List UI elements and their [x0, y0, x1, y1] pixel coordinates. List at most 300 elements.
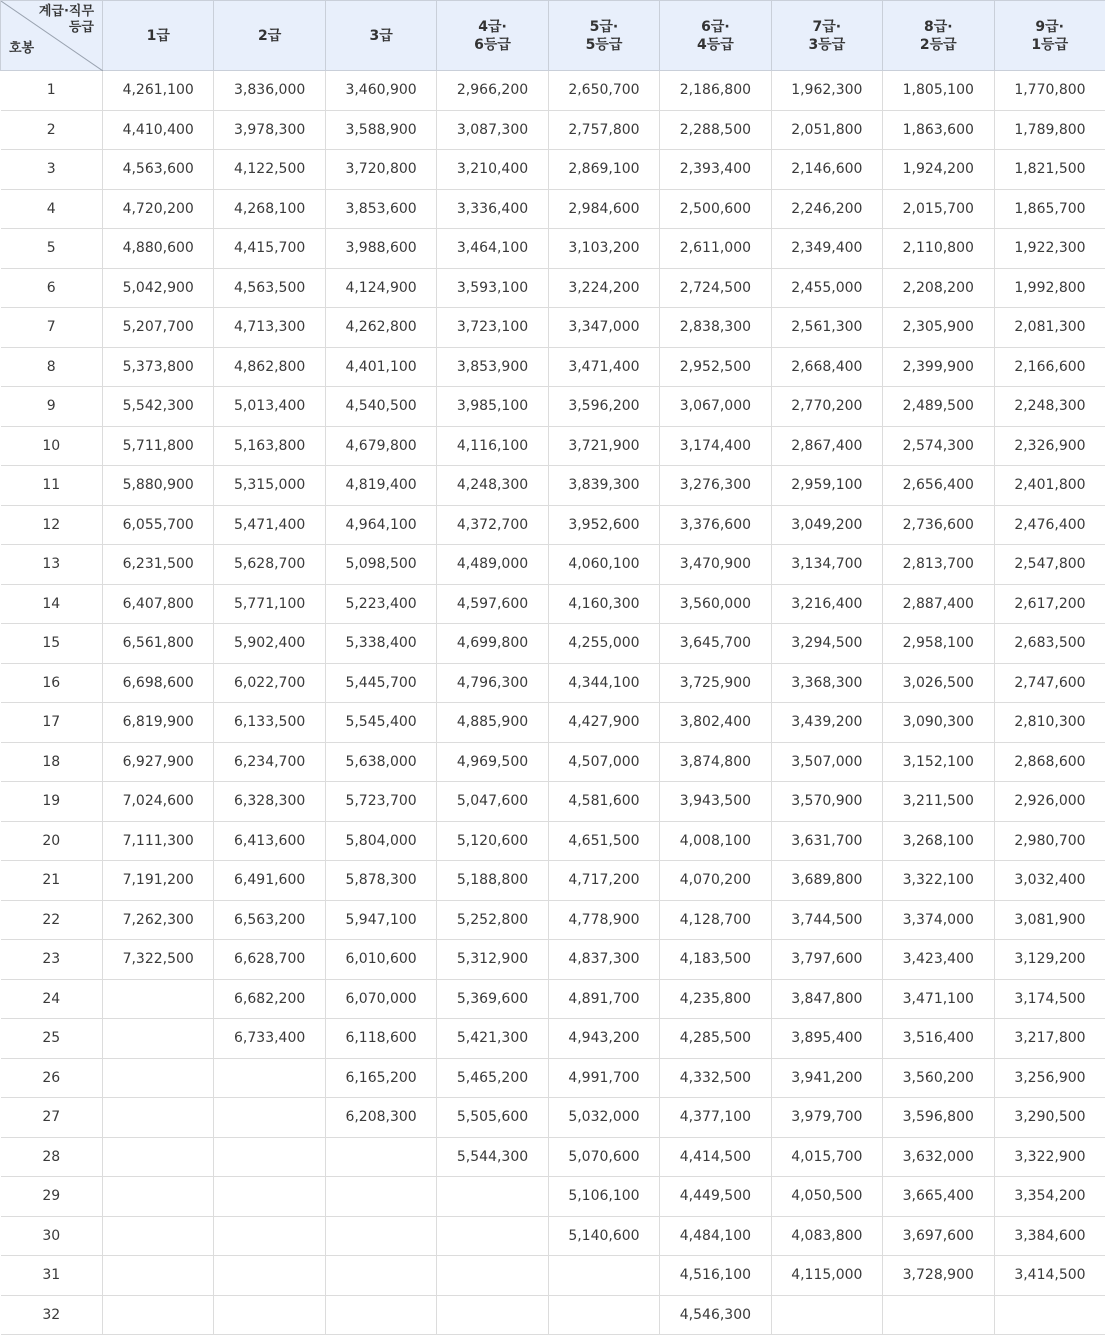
- step-cell: 8: [1, 347, 103, 387]
- salary-cell: 7,191,200: [103, 861, 214, 901]
- column-header: [103, 1, 214, 71]
- salary-cell: 6,010,600: [325, 940, 436, 980]
- corner-top-line2: 등급: [39, 20, 94, 36]
- salary-cell: 3,414,500: [994, 1256, 1105, 1296]
- column-header: [660, 1, 771, 71]
- salary-cell: [771, 1295, 882, 1335]
- salary-cell: 3,802,400: [660, 703, 771, 743]
- salary-cell: 2,146,600: [771, 150, 882, 190]
- salary-cell: [883, 1295, 994, 1335]
- salary-cell: 5,032,000: [548, 1098, 659, 1138]
- column-header: [325, 1, 436, 71]
- salary-cell: [214, 1098, 325, 1138]
- salary-cell: 3,290,500: [994, 1098, 1105, 1138]
- salary-cell: 3,697,600: [883, 1216, 994, 1256]
- corner-top-label: [39, 4, 94, 36]
- salary-cell: 4,778,900: [548, 900, 659, 940]
- salary-cell: 5,098,500: [325, 545, 436, 585]
- salary-cell: 3,836,000: [214, 71, 325, 111]
- salary-cell: 2,500,600: [660, 189, 771, 229]
- table-row: [1, 900, 1105, 940]
- salary-cell: 1,805,100: [883, 71, 994, 111]
- column-header: [437, 1, 548, 71]
- salary-cell: 3,853,900: [437, 347, 548, 387]
- salary-cell: 3,570,900: [771, 782, 882, 822]
- salary-cell: 3,979,700: [771, 1098, 882, 1138]
- step-cell: 9: [1, 387, 103, 427]
- salary-cell: 3,853,600: [325, 189, 436, 229]
- salary-cell: 3,978,300: [214, 110, 325, 150]
- salary-cell: 5,947,100: [325, 900, 436, 940]
- salary-cell: 5,140,600: [548, 1216, 659, 1256]
- salary-cell: [103, 1098, 214, 1138]
- salary-cell: 5,120,600: [437, 821, 548, 861]
- column-header-line: 1등급: [995, 36, 1105, 54]
- table-row: [1, 742, 1105, 782]
- salary-cell: 1,922,300: [994, 229, 1105, 269]
- salary-cell: 5,545,400: [325, 703, 436, 743]
- salary-cell: 6,070,000: [325, 979, 436, 1019]
- column-header-line: 2급: [214, 27, 324, 45]
- salary-cell: 4,344,100: [548, 663, 659, 703]
- salary-cell: 7,024,600: [103, 782, 214, 822]
- salary-cell: 3,081,900: [994, 900, 1105, 940]
- salary-cell: 3,943,500: [660, 782, 771, 822]
- step-cell: 6: [1, 268, 103, 308]
- corner-header: [1, 1, 103, 71]
- salary-cell: 3,645,700: [660, 624, 771, 664]
- step-cell: 10: [1, 426, 103, 466]
- salary-cell: 1,924,200: [883, 150, 994, 190]
- salary-cell: 4,083,800: [771, 1216, 882, 1256]
- salary-cell: 2,810,300: [994, 703, 1105, 743]
- step-cell: 1: [1, 71, 103, 111]
- salary-cell: 3,941,200: [771, 1058, 882, 1098]
- step-cell: 2: [1, 110, 103, 150]
- salary-cell: 5,338,400: [325, 624, 436, 664]
- table-row: [1, 545, 1105, 585]
- salary-cell: 2,952,500: [660, 347, 771, 387]
- table-row: [1, 466, 1105, 506]
- salary-cell: 4,183,500: [660, 940, 771, 980]
- salary-cell: 2,868,600: [994, 742, 1105, 782]
- salary-cell: 4,943,200: [548, 1019, 659, 1059]
- salary-cell: 3,464,100: [437, 229, 548, 269]
- salary-cell: 3,268,100: [883, 821, 994, 861]
- salary-cell: 6,628,700: [214, 940, 325, 980]
- salary-cell: 3,460,900: [325, 71, 436, 111]
- step-cell: 7: [1, 308, 103, 348]
- salary-cell: 5,163,800: [214, 426, 325, 466]
- step-cell: 28: [1, 1137, 103, 1177]
- table-row: [1, 426, 1105, 466]
- salary-cell: 3,217,800: [994, 1019, 1105, 1059]
- salary-cell: 5,804,000: [325, 821, 436, 861]
- salary-cell: 6,491,600: [214, 861, 325, 901]
- salary-cell: 3,596,800: [883, 1098, 994, 1138]
- column-header-line: 7급·: [772, 18, 882, 36]
- salary-cell: 4,160,300: [548, 584, 659, 624]
- salary-cell: 6,698,600: [103, 663, 214, 703]
- column-header-line: 8급·: [883, 18, 993, 36]
- step-cell: 18: [1, 742, 103, 782]
- salary-cell: 3,322,100: [883, 861, 994, 901]
- salary-cell: 2,561,300: [771, 308, 882, 348]
- step-cell: 31: [1, 1256, 103, 1296]
- step-cell: 27: [1, 1098, 103, 1138]
- salary-cell: 2,110,800: [883, 229, 994, 269]
- salary-cell: 3,470,900: [660, 545, 771, 585]
- salary-cell: 4,546,300: [660, 1295, 771, 1335]
- salary-cell: 3,689,800: [771, 861, 882, 901]
- table-row: [1, 821, 1105, 861]
- salary-cell: 1,789,800: [994, 110, 1105, 150]
- salary-cell: 4,262,800: [325, 308, 436, 348]
- salary-cell: 3,723,100: [437, 308, 548, 348]
- corner-bottom-label: 호봉: [9, 40, 34, 58]
- salary-cell: 4,261,100: [103, 71, 214, 111]
- salary-cell: 5,315,000: [214, 466, 325, 506]
- salary-cell: 3,895,400: [771, 1019, 882, 1059]
- salary-cell: 3,336,400: [437, 189, 548, 229]
- salary-cell: 3,294,500: [771, 624, 882, 664]
- column-header: [548, 1, 659, 71]
- table-row: [1, 624, 1105, 664]
- salary-cell: 4,720,200: [103, 189, 214, 229]
- salary-cell: 4,891,700: [548, 979, 659, 1019]
- salary-cell: [103, 1256, 214, 1296]
- table-row: [1, 387, 1105, 427]
- column-header-line: 4등급: [660, 36, 770, 54]
- salary-cell: 1,962,300: [771, 71, 882, 111]
- corner-top-line1: 계급·직무: [39, 4, 94, 20]
- salary-cell: [103, 1058, 214, 1098]
- salary-cell: 3,368,300: [771, 663, 882, 703]
- salary-cell: 5,880,900: [103, 466, 214, 506]
- salary-cell: 4,717,200: [548, 861, 659, 901]
- salary-cell: 3,588,900: [325, 110, 436, 150]
- salary-cell: 2,668,400: [771, 347, 882, 387]
- salary-cell: 5,505,600: [437, 1098, 548, 1138]
- column-header-line: 6등급: [437, 36, 547, 54]
- table-row: [1, 189, 1105, 229]
- salary-cell: [325, 1216, 436, 1256]
- salary-cell: 6,022,700: [214, 663, 325, 703]
- salary-cell: 5,542,300: [103, 387, 214, 427]
- salary-cell: 3,374,000: [883, 900, 994, 940]
- salary-cell: 2,081,300: [994, 308, 1105, 348]
- salary-cell: 4,401,100: [325, 347, 436, 387]
- salary-cell: [214, 1295, 325, 1335]
- salary-cell: 3,596,200: [548, 387, 659, 427]
- salary-cell: 5,047,600: [437, 782, 548, 822]
- salary-cell: 5,207,700: [103, 308, 214, 348]
- salary-cell: 5,544,300: [437, 1137, 548, 1177]
- salary-cell: 3,631,700: [771, 821, 882, 861]
- salary-cell: 3,423,400: [883, 940, 994, 980]
- salary-cell: 2,547,800: [994, 545, 1105, 585]
- step-cell: 12: [1, 505, 103, 545]
- column-header-line: 3등급: [772, 36, 882, 54]
- salary-cell: [548, 1256, 659, 1296]
- salary-cell: 5,042,900: [103, 268, 214, 308]
- salary-cell: [325, 1177, 436, 1217]
- salary-cell: 2,489,500: [883, 387, 994, 427]
- table-row: [1, 308, 1105, 348]
- salary-cell: 3,797,600: [771, 940, 882, 980]
- salary-cell: [437, 1177, 548, 1217]
- column-header: [883, 1, 994, 71]
- salary-cell: 4,124,900: [325, 268, 436, 308]
- salary-cell: 4,372,700: [437, 505, 548, 545]
- salary-cell: 3,665,400: [883, 1177, 994, 1217]
- step-cell: 22: [1, 900, 103, 940]
- salary-cell: 2,455,000: [771, 268, 882, 308]
- salary-cell: 3,632,000: [883, 1137, 994, 1177]
- salary-cell: 5,711,800: [103, 426, 214, 466]
- salary-cell: 4,449,500: [660, 1177, 771, 1217]
- salary-cell: 4,015,700: [771, 1137, 882, 1177]
- step-cell: 14: [1, 584, 103, 624]
- salary-cell: 3,988,600: [325, 229, 436, 269]
- salary-cell: 3,725,900: [660, 663, 771, 703]
- salary-cell: 2,305,900: [883, 308, 994, 348]
- salary-cell: [325, 1256, 436, 1296]
- salary-cell: 5,421,300: [437, 1019, 548, 1059]
- salary-cell: 5,312,900: [437, 940, 548, 980]
- salary-cell: 4,679,800: [325, 426, 436, 466]
- salary-cell: 4,122,500: [214, 150, 325, 190]
- salary-cell: 5,369,600: [437, 979, 548, 1019]
- salary-cell: 3,067,000: [660, 387, 771, 427]
- salary-cell: 3,952,600: [548, 505, 659, 545]
- salary-cell: 4,414,500: [660, 1137, 771, 1177]
- salary-cell: 2,736,600: [883, 505, 994, 545]
- salary-cell: 4,115,000: [771, 1256, 882, 1296]
- salary-cell: 4,964,100: [325, 505, 436, 545]
- salary-cell: 2,611,000: [660, 229, 771, 269]
- salary-cell: 6,563,200: [214, 900, 325, 940]
- salary-cell: 4,285,500: [660, 1019, 771, 1059]
- salary-cell: 4,651,500: [548, 821, 659, 861]
- table-row: [1, 663, 1105, 703]
- salary-cell: 3,347,000: [548, 308, 659, 348]
- salary-cell: [548, 1295, 659, 1335]
- table-row: [1, 1058, 1105, 1098]
- salary-cell: 3,728,900: [883, 1256, 994, 1296]
- salary-cell: 2,476,400: [994, 505, 1105, 545]
- salary-cell: 4,699,800: [437, 624, 548, 664]
- salary-cell: 3,384,600: [994, 1216, 1105, 1256]
- salary-cell: 4,377,100: [660, 1098, 771, 1138]
- salary-cell: 4,885,900: [437, 703, 548, 743]
- salary-cell: 7,262,300: [103, 900, 214, 940]
- salary-cell: 4,484,100: [660, 1216, 771, 1256]
- salary-cell: 6,733,400: [214, 1019, 325, 1059]
- salary-cell: 6,413,600: [214, 821, 325, 861]
- salary-cell: 3,103,200: [548, 229, 659, 269]
- salary-cell: 5,878,300: [325, 861, 436, 901]
- salary-cell: 3,256,900: [994, 1058, 1105, 1098]
- salary-cell: 3,560,000: [660, 584, 771, 624]
- salary-cell: 2,770,200: [771, 387, 882, 427]
- table-row: [1, 110, 1105, 150]
- salary-cell: 7,322,500: [103, 940, 214, 980]
- column-header: [994, 1, 1105, 71]
- table-row: [1, 1019, 1105, 1059]
- salary-cell: 6,165,200: [325, 1058, 436, 1098]
- salary-cell: 5,373,800: [103, 347, 214, 387]
- salary-cell: 2,683,500: [994, 624, 1105, 664]
- salary-cell: 3,211,500: [883, 782, 994, 822]
- table-header-row: [1, 1, 1105, 71]
- step-cell: 21: [1, 861, 103, 901]
- salary-cell: 3,322,900: [994, 1137, 1105, 1177]
- salary-cell: 2,980,700: [994, 821, 1105, 861]
- salary-cell: 4,248,300: [437, 466, 548, 506]
- salary-cell: 3,507,000: [771, 742, 882, 782]
- salary-cell: [214, 1256, 325, 1296]
- column-header-line: 3급: [326, 27, 436, 45]
- salary-cell: 5,013,400: [214, 387, 325, 427]
- salary-cell: 3,276,300: [660, 466, 771, 506]
- table-row: [1, 703, 1105, 743]
- salary-cell: 5,252,800: [437, 900, 548, 940]
- salary-cell: 4,410,400: [103, 110, 214, 150]
- salary-cell: 6,407,800: [103, 584, 214, 624]
- salary-cell: 5,070,600: [548, 1137, 659, 1177]
- salary-cell: 4,516,100: [660, 1256, 771, 1296]
- salary-cell: 4,880,600: [103, 229, 214, 269]
- step-cell: 30: [1, 1216, 103, 1256]
- salary-cell: 1,992,800: [994, 268, 1105, 308]
- salary-cell: [325, 1295, 436, 1335]
- salary-cell: 6,133,500: [214, 703, 325, 743]
- salary-cell: 5,723,700: [325, 782, 436, 822]
- salary-cell: 2,747,600: [994, 663, 1105, 703]
- salary-cell: 2,867,400: [771, 426, 882, 466]
- salary-cell: [437, 1216, 548, 1256]
- salary-cell: 4,819,400: [325, 466, 436, 506]
- salary-cell: 2,757,800: [548, 110, 659, 150]
- salary-cell: [437, 1256, 548, 1296]
- salary-cell: 6,234,700: [214, 742, 325, 782]
- salary-cell: 5,106,100: [548, 1177, 659, 1217]
- table-body: [1, 71, 1105, 1335]
- salary-cell: 3,516,400: [883, 1019, 994, 1059]
- salary-cell: 3,216,400: [771, 584, 882, 624]
- salary-cell: 2,966,200: [437, 71, 548, 111]
- step-cell: 24: [1, 979, 103, 1019]
- table-row: [1, 150, 1105, 190]
- salary-cell: 2,574,300: [883, 426, 994, 466]
- salary-cell: 2,399,900: [883, 347, 994, 387]
- salary-cell: 4,060,100: [548, 545, 659, 585]
- salary-cell: 5,471,400: [214, 505, 325, 545]
- salary-cell: 4,597,600: [437, 584, 548, 624]
- salary-cell: 6,819,900: [103, 703, 214, 743]
- salary-cell: 7,111,300: [103, 821, 214, 861]
- salary-cell: 2,959,100: [771, 466, 882, 506]
- column-header-line: 4급·: [437, 18, 547, 36]
- salary-cell: [103, 1177, 214, 1217]
- salary-cell: [103, 1137, 214, 1177]
- salary-cell: [103, 1216, 214, 1256]
- salary-cell: 4,563,500: [214, 268, 325, 308]
- salary-cell: 4,862,800: [214, 347, 325, 387]
- salary-cell: 3,874,800: [660, 742, 771, 782]
- salary-cell: 3,032,400: [994, 861, 1105, 901]
- column-header-line: 5급·: [549, 18, 659, 36]
- salary-cell: 6,927,900: [103, 742, 214, 782]
- salary-cell: [994, 1295, 1105, 1335]
- salary-cell: 1,770,800: [994, 71, 1105, 111]
- step-cell: 20: [1, 821, 103, 861]
- step-cell: 5: [1, 229, 103, 269]
- salary-cell: 3,376,600: [660, 505, 771, 545]
- salary-cell: [103, 1295, 214, 1335]
- step-cell: 23: [1, 940, 103, 980]
- salary-cell: 4,837,300: [548, 940, 659, 980]
- salary-cell: 3,439,200: [771, 703, 882, 743]
- salary-cell: [103, 1019, 214, 1059]
- salary-cell: 5,445,700: [325, 663, 436, 703]
- salary-cell: 4,255,000: [548, 624, 659, 664]
- salary-cell: 3,354,200: [994, 1177, 1105, 1217]
- salary-cell: 2,813,700: [883, 545, 994, 585]
- table-row: [1, 861, 1105, 901]
- salary-cell: 5,902,400: [214, 624, 325, 664]
- table-row: [1, 1216, 1105, 1256]
- salary-cell: 5,223,400: [325, 584, 436, 624]
- salary-cell: [214, 1177, 325, 1217]
- table-row: [1, 347, 1105, 387]
- step-cell: 19: [1, 782, 103, 822]
- salary-cell: 6,208,300: [325, 1098, 436, 1138]
- salary-cell: 2,650,700: [548, 71, 659, 111]
- salary-cell: 3,174,500: [994, 979, 1105, 1019]
- salary-cell: 2,958,100: [883, 624, 994, 664]
- salary-cell: 4,427,900: [548, 703, 659, 743]
- salary-cell: 4,489,000: [437, 545, 548, 585]
- table-row: [1, 268, 1105, 308]
- salary-cell: 3,174,400: [660, 426, 771, 466]
- step-cell: 32: [1, 1295, 103, 1335]
- salary-cell: 2,326,900: [994, 426, 1105, 466]
- salary-cell: 3,721,900: [548, 426, 659, 466]
- salary-cell: 2,186,800: [660, 71, 771, 111]
- salary-cell: 2,869,100: [548, 150, 659, 190]
- table-row: [1, 1256, 1105, 1296]
- salary-cell: 2,051,800: [771, 110, 882, 150]
- salary-cell: 2,166,600: [994, 347, 1105, 387]
- salary-cell: 4,128,700: [660, 900, 771, 940]
- salary-cell: [214, 1058, 325, 1098]
- salary-cell: 2,288,500: [660, 110, 771, 150]
- salary-cell: 3,210,400: [437, 150, 548, 190]
- salary-cell: 2,838,300: [660, 308, 771, 348]
- salary-cell: 4,008,100: [660, 821, 771, 861]
- salary-cell: 1,863,600: [883, 110, 994, 150]
- step-cell: 16: [1, 663, 103, 703]
- salary-cell: 3,847,800: [771, 979, 882, 1019]
- salary-cell: 3,090,300: [883, 703, 994, 743]
- column-header-line: 2등급: [883, 36, 993, 54]
- table-row: [1, 584, 1105, 624]
- column-header-line: 9급·: [995, 18, 1105, 36]
- salary-cell: 4,070,200: [660, 861, 771, 901]
- salary-cell: 4,415,700: [214, 229, 325, 269]
